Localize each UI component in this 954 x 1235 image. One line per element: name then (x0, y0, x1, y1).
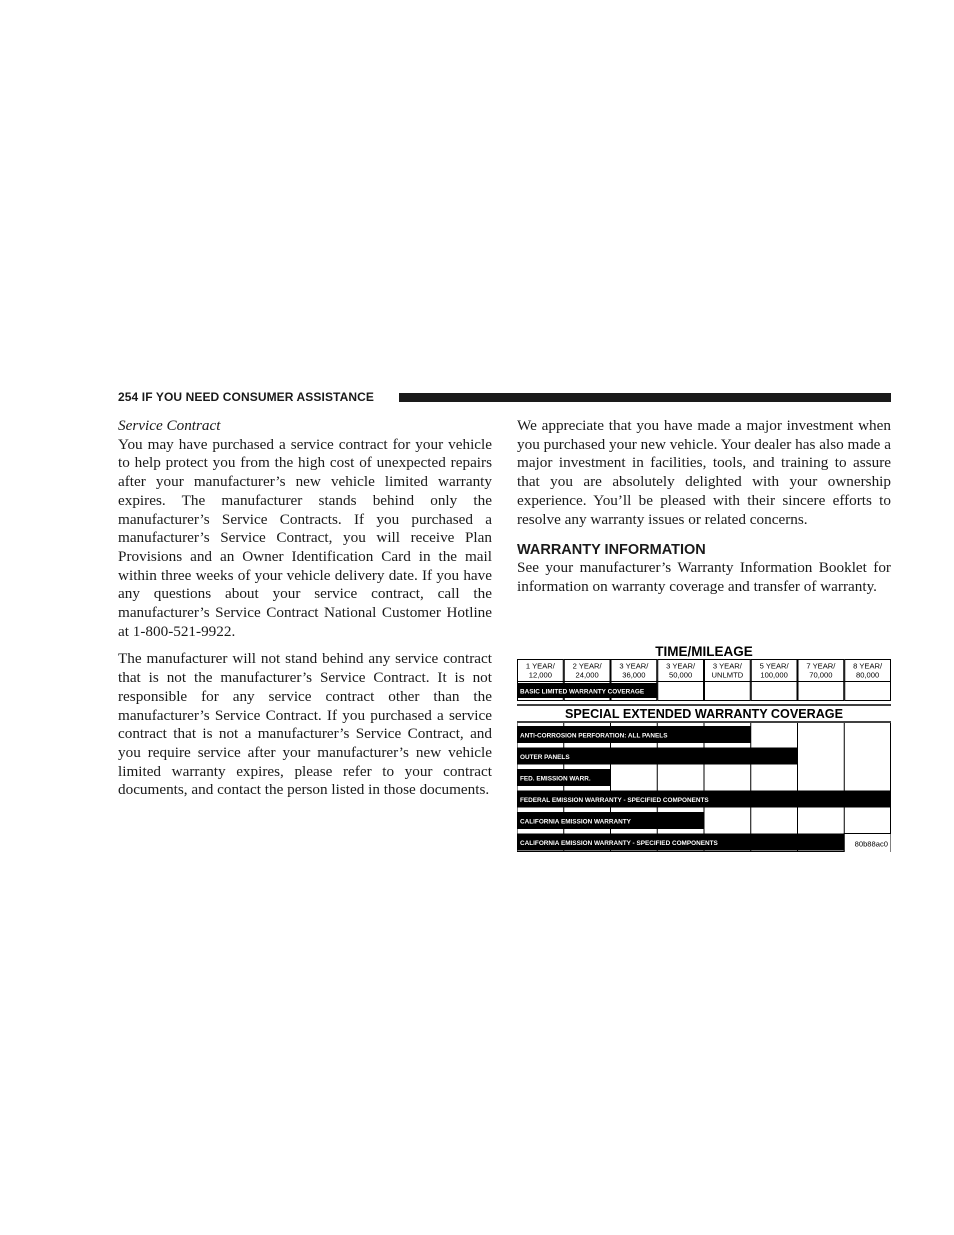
column-header-time: 5 YEAR/ (759, 661, 789, 671)
coverage-bar-label: ANTI-CORROSION PERFORATION: ALL PANELS (520, 732, 668, 740)
coverage-bar-label: CALIFORNIA EMISSION WARRANTY (520, 818, 631, 826)
column-header-mileage: 100,000 (760, 670, 788, 680)
right-column (517, 417, 891, 606)
column-header-mileage: 70,000 (809, 670, 833, 680)
running-header (118, 390, 891, 406)
coverage-bar-label: FED. EMISSION WARR. (520, 775, 591, 783)
column-header-mileage: 36,000 (622, 670, 646, 680)
column-header-time: 3 YEAR/ (619, 661, 649, 671)
warranty-information-paragraph: See your manufacturer’s Warranty Information Booklet for information on warranty coverage and transfer of warranty. (517, 559, 891, 595)
chart-title: TIME/MILEAGE (655, 644, 753, 659)
column-header-time: 1 YEAR/ (525, 661, 555, 671)
column-header-time: 8 YEAR/ (853, 661, 883, 671)
special-extended-coverage-title: SPECIAL EXTENDED WARRANTY COVERAGE (564, 707, 844, 721)
header-rule (399, 393, 891, 402)
coverage-bar-label: CALIFORNIA EMISSION WARRANTY - SPECIFIED COMPONENTS (520, 840, 718, 847)
column-header-mileage: 80,000 (856, 670, 880, 680)
column-header-mileage: UNLMTD (711, 670, 744, 680)
basic-row-cell (845, 682, 891, 701)
warranty-coverage-svg (517, 644, 891, 852)
column-header-mileage: 24,000 (575, 670, 599, 680)
figure-id: 80b88ac0 (854, 839, 888, 849)
service-contract-paragraph-1: You may have purchased a service contract for your vehicle to help protect you from the high cost of unexpected repairs after your manufacturer’s new vehicle limited warranty expires. The manufacturer stands behind only the manufacturer’s Service Contracts. If you purchased a manufacturer’s Service Contract, you will receive Plan Provisions and an Owner Identification Card in the mail within three weeks of your vehicle delivery date. If you have any questions about your service contract, call the manufacturer’s Service Contract National Customer Hotline at 1-800-521-9922. (118, 435, 492, 640)
column-header-time: 3 YEAR/ (666, 661, 696, 671)
basic-row-cell (705, 682, 751, 701)
left-column (118, 417, 492, 809)
service-contract-subheading: Service Contract (118, 417, 221, 434)
warranty-coverage-chart (517, 644, 891, 852)
column-header-time: 2 YEAR/ (572, 661, 602, 671)
page-number-and-section: 254 IF YOU NEED CONSUMER ASSISTANCE (118, 390, 374, 404)
basic-coverage-label: BASIC LIMITED WARRANTY COVERAGE (520, 688, 645, 696)
column-header-time: 3 YEAR/ (712, 661, 742, 671)
column-header-mileage: 12,000 (528, 670, 552, 680)
coverage-bar-label: OUTER PANELS (520, 754, 570, 761)
appreciation-paragraph: We appreciate that you have made a major investment when you purchased your new vehicle. Your dealer has also made a major investment in facilities, tools, and training to assure that you are absolutely delighted with your ownership experience. You’ll be pleased with their sincere efforts to resolve any warranty issues or related concerns. (517, 417, 891, 528)
service-contract-paragraph-2: The manufacturer will not stand behind any service contract that is not the manufacturer’s Service Contract. It is not responsible for any service contract other than the manufacturer’s Service Contract. If you purchased a service contract that is not a manufacturer’s Service Contract, and you require service after your manufacturer’s new vehicle limited warranty expires, please refer to your contract documents, and contact the person listed in those documents. (118, 650, 492, 799)
warranty-information-heading: WARRANTY INFORMATION (517, 542, 706, 559)
coverage-bar-label: FEDERAL EMISSION WARRANTY - SPECIFIED COMPONENTS (520, 797, 709, 804)
column-header-mileage: 50,000 (669, 670, 693, 680)
basic-row-cell (658, 682, 704, 701)
basic-row-cell (751, 682, 797, 701)
basic-row-cell (798, 682, 844, 701)
column-header-time: 7 YEAR/ (806, 661, 836, 671)
